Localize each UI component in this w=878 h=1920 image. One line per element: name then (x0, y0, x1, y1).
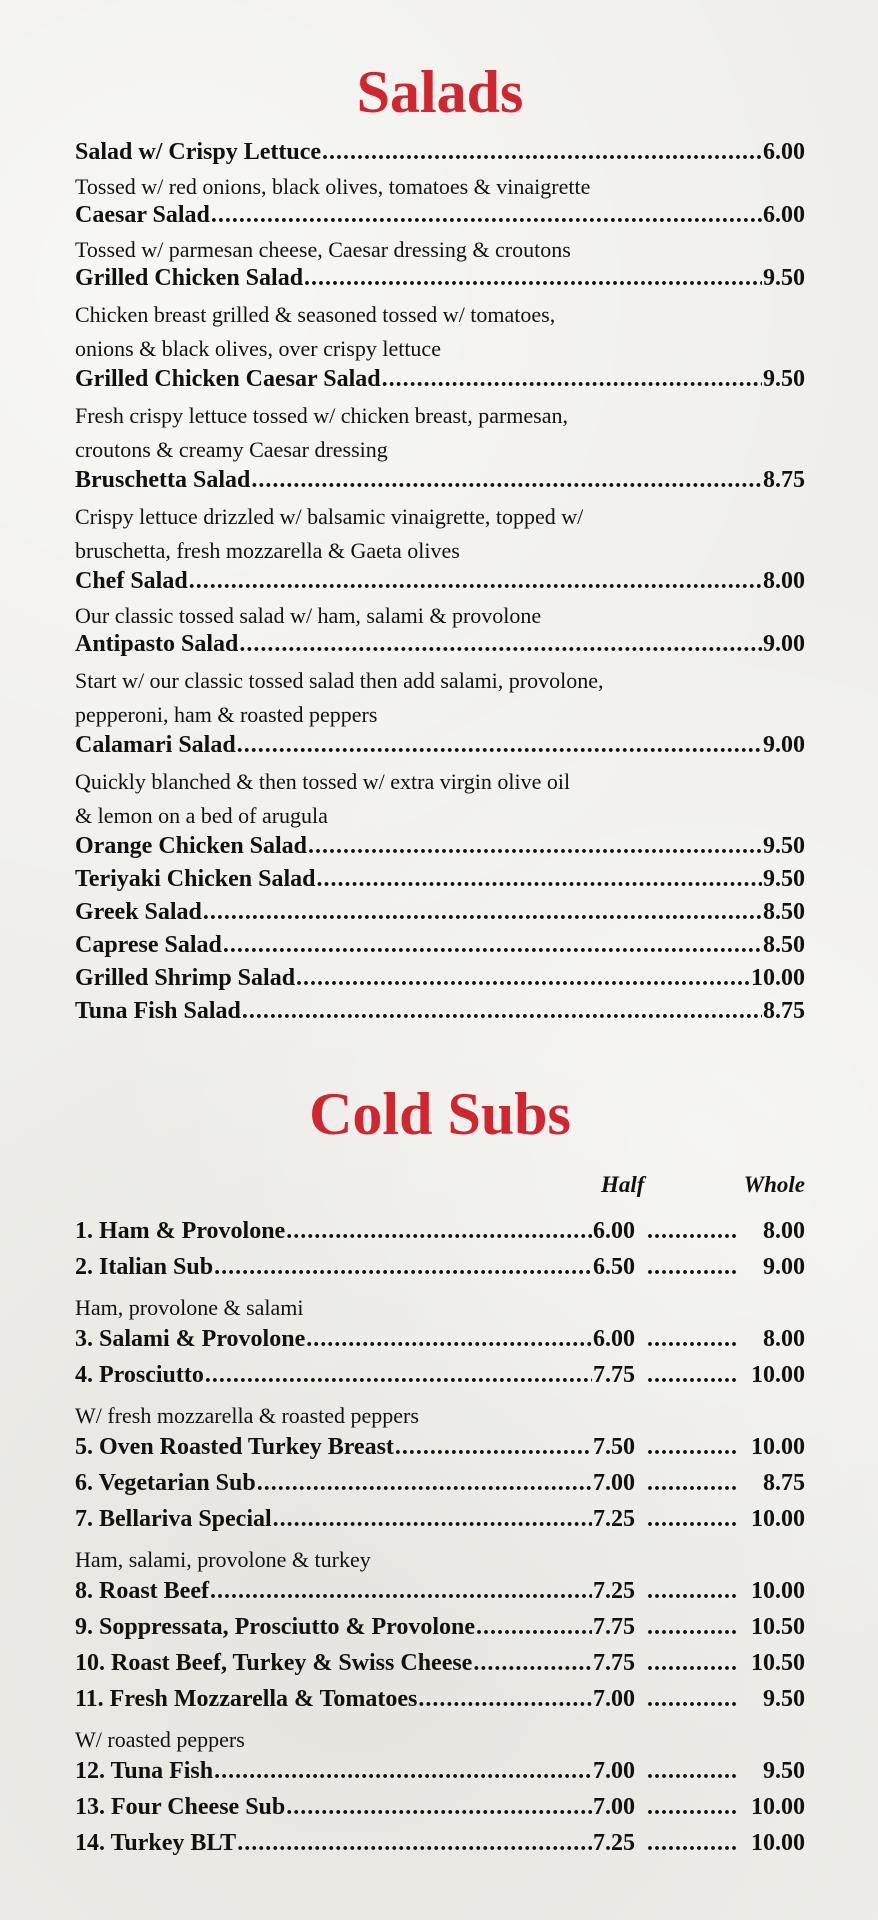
dot-leader (210, 1578, 592, 1605)
sub-item (75, 1362, 805, 1398)
sub-half-price: 6.00 (593, 1326, 635, 1352)
sub-item (75, 1830, 805, 1866)
sub-half-price: 7.75 (593, 1614, 635, 1640)
dot-leader (322, 139, 762, 166)
dot-leader (647, 1794, 739, 1821)
sub-half-price: 6.50 (593, 1254, 635, 1280)
dot-leader (251, 467, 762, 494)
dot-leader (647, 1434, 739, 1461)
sub-whole-price: 10.00 (751, 1362, 805, 1388)
sub-whole-price: 10.00 (751, 1794, 805, 1820)
dot-leader (647, 1614, 739, 1641)
dot-leader (286, 1218, 592, 1245)
salad-item (75, 139, 805, 172)
dot-leader (647, 1470, 739, 1497)
salad-item (75, 631, 805, 664)
sub-item (75, 1794, 805, 1830)
dot-leader (647, 1326, 739, 1353)
salad-price: 8.50 (763, 899, 805, 925)
dot-leader (205, 1362, 592, 1389)
salad-description: Crispy lettuce drizzled w/ balsamic vinaigrette, topped w/ bruschetta, fresh mozzarella & Gaeta olives (75, 504, 584, 563)
salad-description: Our classic tossed salad w/ ham, salami & provolone (75, 603, 542, 628)
dot-leader (647, 1506, 739, 1533)
dot-leader (237, 1830, 592, 1857)
salad-price: 8.75 (763, 467, 805, 493)
dot-leader (647, 1830, 739, 1857)
sub-item (75, 1218, 805, 1254)
salad-item (75, 998, 805, 1031)
sub-half-price: 7.75 (593, 1650, 635, 1676)
salad-price: 9.50 (763, 366, 805, 392)
sub-item (75, 1758, 805, 1794)
dot-leader (306, 1326, 592, 1353)
dot-leader (395, 1434, 592, 1461)
salad-description: Fresh crispy lettuce tossed w/ chicken breast, parmesan, croutons & creamy Caesar dressing (75, 403, 569, 462)
sub-whole-price: 10.00 (751, 1830, 805, 1856)
salad-item (75, 467, 805, 500)
sub-name: 10. Roast Beef, Turkey & Swiss Cheese (75, 1650, 473, 1676)
sub-whole-price: 9.00 (763, 1254, 805, 1280)
salad-price: 6.00 (763, 202, 805, 228)
dot-leader (286, 1794, 592, 1821)
sub-name: 3. Salami & Provolone (75, 1326, 306, 1352)
sub-name: 6. Vegetarian Sub (75, 1470, 256, 1496)
dot-leader (211, 202, 762, 229)
sub-half-price: 7.00 (593, 1686, 635, 1712)
sub-whole-price: 9.50 (763, 1686, 805, 1712)
sub-whole-price: 8.75 (763, 1470, 805, 1496)
salad-price: 6.00 (763, 139, 805, 165)
dot-leader (304, 265, 762, 292)
salad-price: 9.00 (763, 631, 805, 657)
sub-name: 14. Turkey BLT (75, 1830, 237, 1856)
salad-price: 9.50 (763, 866, 805, 892)
dot-leader (189, 568, 762, 595)
salad-name: Bruschetta Salad (75, 467, 251, 493)
sub-half-price: 7.25 (593, 1578, 635, 1604)
sub-item (75, 1578, 805, 1614)
sub-description: W/ fresh mozzarella & roasted peppers (75, 1403, 419, 1428)
sub-item (75, 1506, 805, 1542)
dot-leader (647, 1758, 739, 1785)
salad-description: Quickly blanched & then tossed w/ extra virgin olive oil & lemon on a bed of arugula (75, 769, 571, 828)
salad-name: Grilled Chicken Caesar Salad (75, 366, 381, 392)
salad-item (75, 899, 805, 932)
salad-price: 9.00 (763, 732, 805, 758)
salad-item (75, 833, 805, 866)
sub-half-price: 7.00 (593, 1794, 635, 1820)
sub-name: 1. Ham & Provolone (75, 1218, 286, 1244)
dot-leader (382, 366, 762, 393)
salad-name: Caprese Salad (75, 932, 222, 958)
dot-leader (308, 833, 762, 860)
dot-leader (257, 1470, 592, 1497)
sub-whole-price: 8.00 (763, 1326, 805, 1352)
salad-price: 9.50 (763, 833, 805, 859)
dot-leader (214, 1758, 592, 1785)
sub-whole-price: 9.50 (763, 1758, 805, 1784)
sub-whole-price: 10.50 (751, 1614, 805, 1640)
salad-item (75, 965, 805, 998)
salad-name: Grilled Chicken Salad (75, 265, 304, 291)
sub-description: Ham, salami, provolone & turkey (75, 1547, 371, 1572)
salad-name: Calamari Salad (75, 732, 236, 758)
dot-leader (647, 1362, 739, 1389)
sub-whole-price: 10.50 (751, 1650, 805, 1676)
salad-name: Teriyaki Chicken Salad (75, 866, 316, 892)
sub-half-price: 7.25 (593, 1506, 635, 1532)
dot-leader (203, 899, 762, 926)
salad-item (75, 568, 805, 601)
sub-description: W/ roasted peppers (75, 1727, 245, 1752)
sub-item (75, 1686, 805, 1722)
sub-item (75, 1614, 805, 1650)
sub-name: 7. Bellariva Special (75, 1506, 272, 1532)
salad-item (75, 732, 805, 765)
dot-leader (239, 631, 762, 658)
sub-half-price: 6.00 (593, 1218, 635, 1244)
dot-leader (647, 1578, 739, 1605)
sub-description: Ham, provolone & salami (75, 1295, 304, 1320)
dot-leader (317, 866, 762, 893)
sub-name: 9. Soppressata, Prosciutto & Provolone (75, 1614, 475, 1640)
cold-subs-heading: Cold Subs (309, 1081, 571, 1147)
dot-leader (237, 732, 762, 759)
salad-price: 8.75 (763, 998, 805, 1024)
sub-whole-price: 10.00 (751, 1434, 805, 1460)
salad-item (75, 202, 805, 235)
salad-name: Grilled Shrimp Salad (75, 965, 296, 991)
salad-name: Salad w/ Crispy Lettuce (75, 139, 321, 165)
salad-item (75, 265, 805, 298)
dot-leader (647, 1650, 739, 1677)
sub-item (75, 1434, 805, 1470)
dot-leader (296, 965, 750, 992)
sub-item (75, 1650, 805, 1686)
sub-item (75, 1470, 805, 1506)
salad-description: Tossed w/ parmesan cheese, Caesar dressing & croutons (75, 237, 571, 262)
salad-name: Greek Salad (75, 899, 202, 925)
dot-leader (273, 1506, 592, 1533)
dot-leader (476, 1614, 592, 1641)
sub-item (75, 1326, 805, 1362)
salad-name: Tuna Fish Salad (75, 998, 241, 1024)
dot-leader (647, 1254, 739, 1281)
salad-name: Caesar Salad (75, 202, 210, 228)
sub-half-price: 7.25 (593, 1830, 635, 1856)
sub-name: 11. Fresh Mozzarella & Tomatoes (75, 1686, 418, 1712)
cold-subs-list (75, 1218, 805, 1866)
salads-heading: Salads (356, 59, 524, 125)
dot-leader (473, 1650, 592, 1677)
sub-half-price: 7.00 (593, 1470, 635, 1496)
sub-half-price: 7.75 (593, 1362, 635, 1388)
salad-price: 10.00 (751, 965, 805, 991)
dot-leader (418, 1686, 592, 1713)
dot-leader (647, 1686, 739, 1713)
dot-leader (242, 998, 762, 1025)
salad-item (75, 932, 805, 965)
salad-item (75, 366, 805, 399)
whole-column-label: Whole (743, 1172, 805, 1197)
sub-name: 5. Oven Roasted Turkey Breast (75, 1434, 394, 1460)
salad-name: Antipasto Salad (75, 631, 239, 657)
salad-name: Orange Chicken Salad (75, 833, 308, 859)
price-column-headers (75, 1172, 805, 1202)
sub-half-price: 7.50 (593, 1434, 635, 1460)
sub-name: 8. Roast Beef (75, 1578, 209, 1604)
salad-name: Chef Salad (75, 568, 188, 594)
sub-name: 2. Italian Sub (75, 1254, 214, 1280)
dot-leader (223, 932, 762, 959)
sub-whole-price: 10.00 (751, 1506, 805, 1532)
salad-description: Tossed w/ red onions, black olives, tomatoes & vinaigrette (75, 174, 591, 199)
salad-price: 8.00 (763, 568, 805, 594)
dot-leader (214, 1254, 592, 1281)
sub-name: 12. Tuna Fish (75, 1758, 214, 1784)
salad-description: Start w/ our classic tossed salad then add salami, provolone, pepperoni, ham & roasted peppers (75, 668, 604, 727)
salad-price: 8.50 (763, 932, 805, 958)
sub-item (75, 1254, 805, 1290)
half-column-label: Half (601, 1172, 645, 1197)
sub-name: 13. Four Cheese Sub (75, 1794, 286, 1820)
sub-whole-price: 10.00 (751, 1578, 805, 1604)
dot-leader (647, 1218, 739, 1245)
salad-price: 9.50 (763, 265, 805, 291)
sub-whole-price: 8.00 (763, 1218, 805, 1244)
salads-list (75, 139, 805, 1031)
salad-description: Chicken breast grilled & seasoned tossed w/ tomatoes, onions & black olives, over crispy lettuce (75, 302, 556, 361)
sub-half-price: 7.00 (593, 1758, 635, 1784)
salad-item (75, 866, 805, 899)
sub-name: 4. Prosciutto (75, 1362, 204, 1388)
